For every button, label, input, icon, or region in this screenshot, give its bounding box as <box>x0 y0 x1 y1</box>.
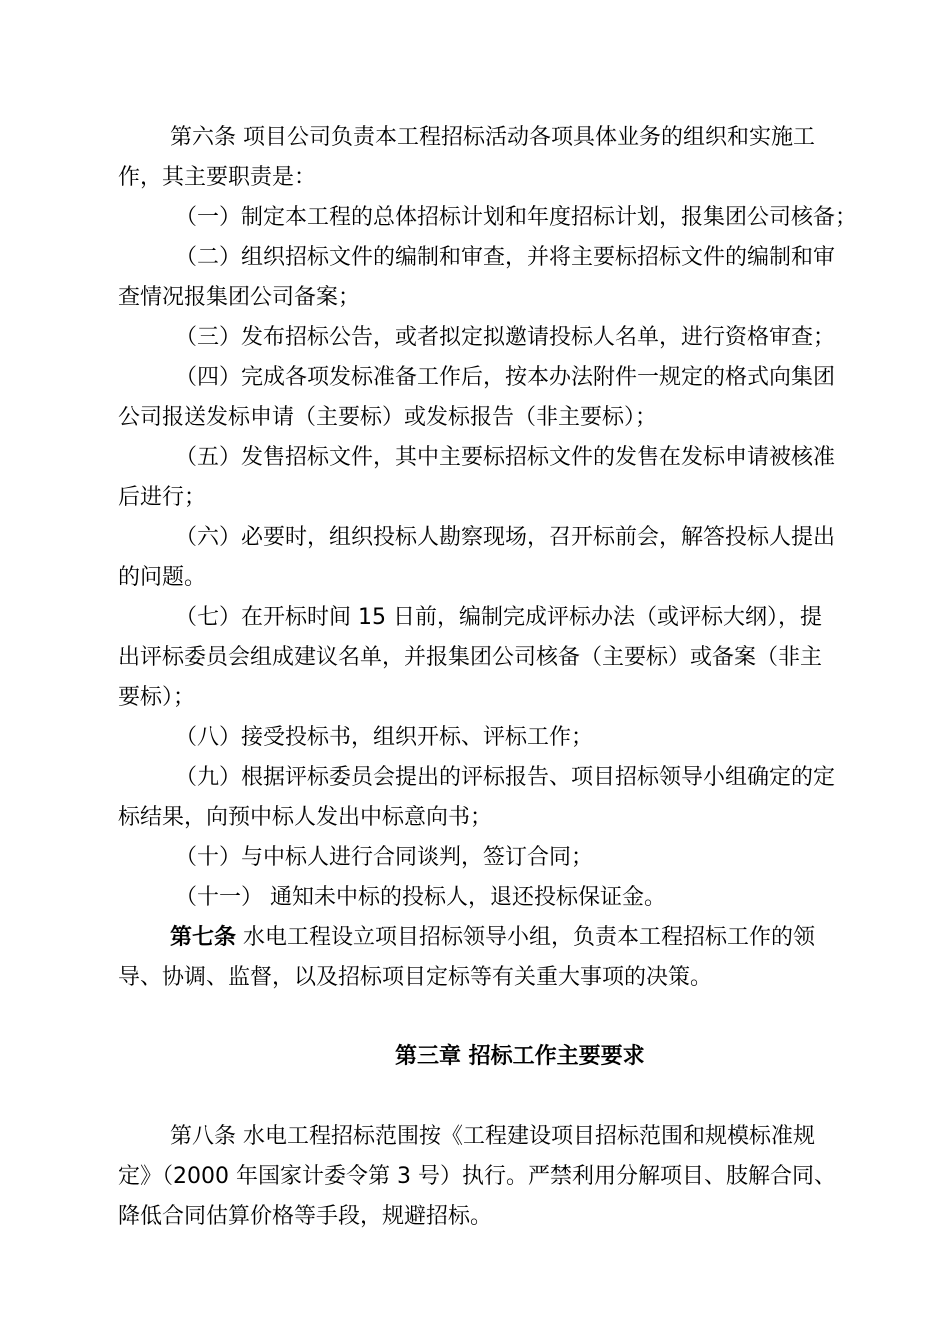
article6-item-6-cont: 的问题。 <box>118 565 207 590</box>
article6-item-2: （二）组织招标文件的编制和审查，并将主要标招标文件的编制和审 <box>175 245 836 270</box>
article7-text: 水电工程设立项目招标领导小组，负责本工程招标工作的领 <box>236 925 816 950</box>
article8-line3: 降低合同估算价格等手段，规避招标。 <box>118 1204 493 1229</box>
article6-item-10: （十）与中标人进行合同谈判，签订合同； <box>175 845 594 870</box>
article6-line1: 第六条 项目公司负责本工程招标活动各项具体业务的组织和实施工 <box>170 125 815 150</box>
article6-item-11: （十一） 通知未中标的投标人，退还投标保证金。 <box>175 885 666 910</box>
article8-line1: 第八条 水电工程招标范围按《工程建设项目招标范围和规模标准规 <box>170 1124 815 1149</box>
article6-line2: 作，其主要职责是： <box>118 165 317 190</box>
article6-item-9-cont: 标结果，向预中标人发出中标意向书； <box>118 805 493 830</box>
article6-item-3: （三）发布招标公告，或者拟定拟邀请投标人名单，进行资格审查； <box>175 325 836 350</box>
article8-line2: 定》（2000 年国家计委令第 3 号）执行。严禁利用分解项目、肢解合同、 <box>118 1164 836 1189</box>
article6-item-7: （七）在开标时间 15 日前，编制完成评标办法（或评标大纲），提 <box>175 605 822 630</box>
chapter3-title: 第三章 招标工作主要要求 <box>395 1044 645 1069</box>
article7-line1 <box>170 925 815 951</box>
article6-item-1: （一）制定本工程的总体招标计划和年度招标计划，报集团公司核备； <box>175 205 858 230</box>
article6-item-9: （九）根据评标委员会提出的评标报告、项目招标领导小组确定的定 <box>175 765 836 790</box>
article6-item-7-cont1: 出评标委员会组成建议名单，并报集团公司核备（主要标）或备案（非主 <box>118 645 823 670</box>
article6-item-2-cont: 查情况报集团公司备案； <box>118 285 361 310</box>
article7-label: 第七条 <box>170 925 237 950</box>
article6-item-4-cont: 公司报送发标申请（主要标）或发标报告（非主要标）； <box>118 405 658 430</box>
article6-item-5-cont: 后进行； <box>118 485 207 510</box>
article6-item-5: （五）发售招标文件，其中主要标招标文件的发售在发标申请被核准 <box>175 445 836 470</box>
article7-line2: 导、协调、监督，以及招标项目定标等有关重大事项的决策。 <box>118 965 713 990</box>
article6-item-7-cont2: 要标）； <box>118 685 196 710</box>
article6-item-4: （四）完成各项发标准备工作后，按本办法附件一规定的格式向集团 <box>175 365 836 390</box>
article6-item-6: （六）必要时，组织投标人勘察现场，召开标前会，解答投标人提出 <box>175 525 836 550</box>
article6-item-8: （八）接受投标书，组织开标、评标工作； <box>175 725 594 750</box>
